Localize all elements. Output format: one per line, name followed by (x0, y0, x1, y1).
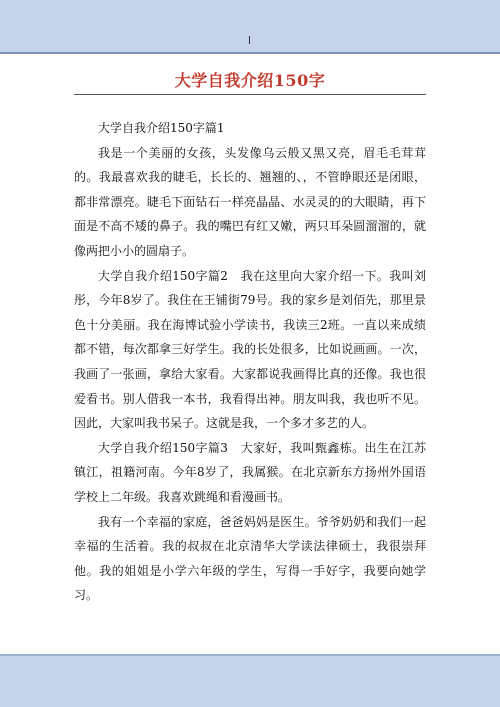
section-heading-1: 大学自我介绍150字篇1 (98, 121, 225, 135)
footer-band (0, 654, 500, 707)
document-title: 大学自我介绍150字 (174, 71, 326, 90)
title-underline (74, 94, 426, 95)
document-body (74, 116, 426, 608)
paragraph-1: 我是一个美丽的女孩，头发像乌云般又黑又亮，眉毛毛茸茸的。我最喜欢我的睫毛，长长的、翘翘的、，不管睁眼还是闭眼，都非常漂亮。睫毛下面钻石一样亮晶晶、水灵灵的的大眼睛，再下面是不高不矮的鼻子。我的嘴巴有红又嫩，两只耳朵圆溜溜的，就像两把小小的圆扇子。 (74, 145, 426, 258)
paragraph-3: 大学自我介绍150字篇3 大家好，我叫甄鑫栋。出生在江苏镇江，祖籍河南。今年8岁了，我属猴。在北京新东方扬州外国语学校上二年级。我喜欢跳绳和看漫画书。 (74, 440, 426, 504)
header-band (0, 0, 500, 52)
page-marker (249, 36, 250, 44)
paragraph-2: 大学自我介绍150字篇2 我在这里向大家介绍一下。我叫刘彤，今年8岁了。我住在王铺街79号。我的家乡是刘佰先，那里景色十分美丽。我在海博试验小学读书，我读三2班。一直以来成绩都不错，每次都拿三好学生。我的长处很多，比如说画画。一次，我画了一张画，拿给大家看。大家都说我画得比真的还像。我也很爱看书。别人借我一本书，我看得出神。朋友叫我，我也听不见。因此，大家叫我书呆子。这就是我，一个多才多艺的人。 (74, 268, 426, 431)
paragraph-4: 我有一个幸福的家庭，爸爸妈妈是医生。爷爷奶奶和我们一起幸福的生活着。我的叔叔在北京清华大学读法律硕士，我很崇拜他。我的姐姐是小学六年级的学生，写得一手好字，我要向她学习。 (74, 514, 426, 603)
